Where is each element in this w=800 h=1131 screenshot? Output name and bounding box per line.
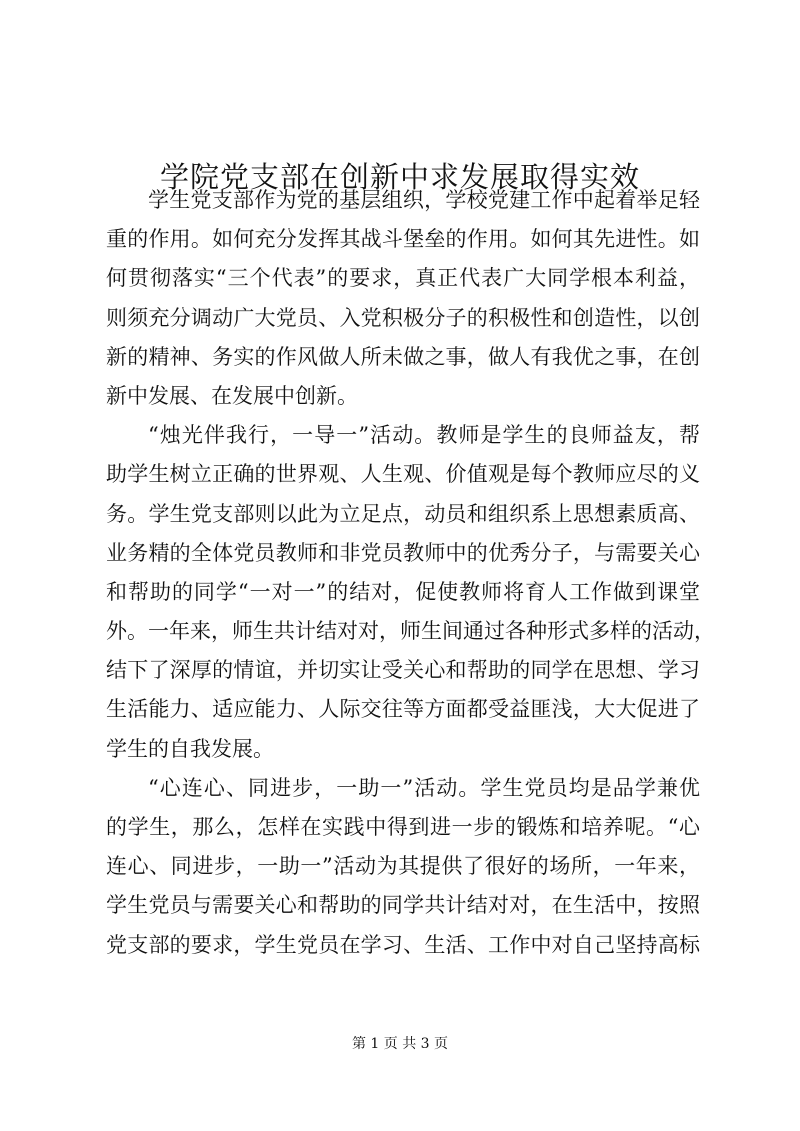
paragraph-2-line-1: “烛光伴我行，一导一”活动。教师是学生的良师益友，帮	[148, 423, 700, 448]
paragraph-1-line-1: 学生党支部作为党的基层组织，学校党建工作中起着举足轻	[148, 188, 700, 212]
paragraph-1-line-2: 重的作用。如何充分发挥其战斗堡垒的作用。如何其先进性。如	[106, 227, 700, 252]
paragraph-3-line-2: 的学生，那么，怎样在实践中得到进一步的锻炼和培养呢。“心	[106, 815, 700, 839]
paragraph-2-line-5: 和帮助的同学“一对一”的结对，促使教师将育人工作做到课堂	[106, 579, 700, 604]
paragraph-2-line-2: 助学生树立正确的世界观、人生观、价值观是每个教师应尽的义	[106, 462, 700, 487]
page-footer: 第 1 页 共 3 页	[351, 1036, 449, 1052]
paragraph-3-line-4: 学生党员与需要关心和帮助的同学共计结对对，在生活中，按照	[106, 893, 700, 918]
paragraph-2-line-3: 务。学生党支部则以此为立足点，动员和组织系上思想素质高、	[106, 501, 700, 526]
paragraph-2-line-4: 业务精的全体党员教师和非党员教师中的优秀分子，与需要关心	[106, 540, 700, 565]
paragraph-1-line-3: 何贯彻落实“三个代表”的要求，真正代表广大同学根本利益，	[106, 266, 700, 291]
paragraph-3-line-3: 连心、同进步，一助一”活动为其提供了很好的场所，一年来，	[106, 854, 700, 879]
document-body	[106, 181, 715, 965]
paragraph-3-line-5: 党支部的要求，学生党员在学习、生活、工作中对自己坚持高标	[106, 932, 700, 957]
document-title: 学院党支部在创新中求发展取得实效	[159, 160, 640, 195]
paragraph-2-line-9: 学生的自我发展。	[106, 736, 274, 761]
paragraph-3-line-1: “心连心、同进步，一助一”活动。学生党员均是品学兼优	[148, 775, 700, 800]
paragraph-1-line-6: 新中发展、在发展中创新。	[106, 383, 358, 408]
paragraph-2-line-6: 外。一年来，师生共计结对对，师生间通过各种形式多样的活动，	[106, 619, 715, 644]
paragraph-2-line-8: 生活能力、适应能力、人际交往等方面都受益匪浅，大大促进了	[106, 697, 700, 722]
paragraph-1-line-5: 新的精神、务实的作风做人所未做之事，做人有我优之事，在创	[106, 344, 700, 369]
paragraph-2-line-7: 结下了深厚的情谊，并切实让受关心和帮助的同学在思想、学习	[106, 658, 700, 683]
paragraph-1-line-4: 则须充分调动广大党员、入党积极分子的积极性和创造性，以创	[106, 305, 700, 330]
